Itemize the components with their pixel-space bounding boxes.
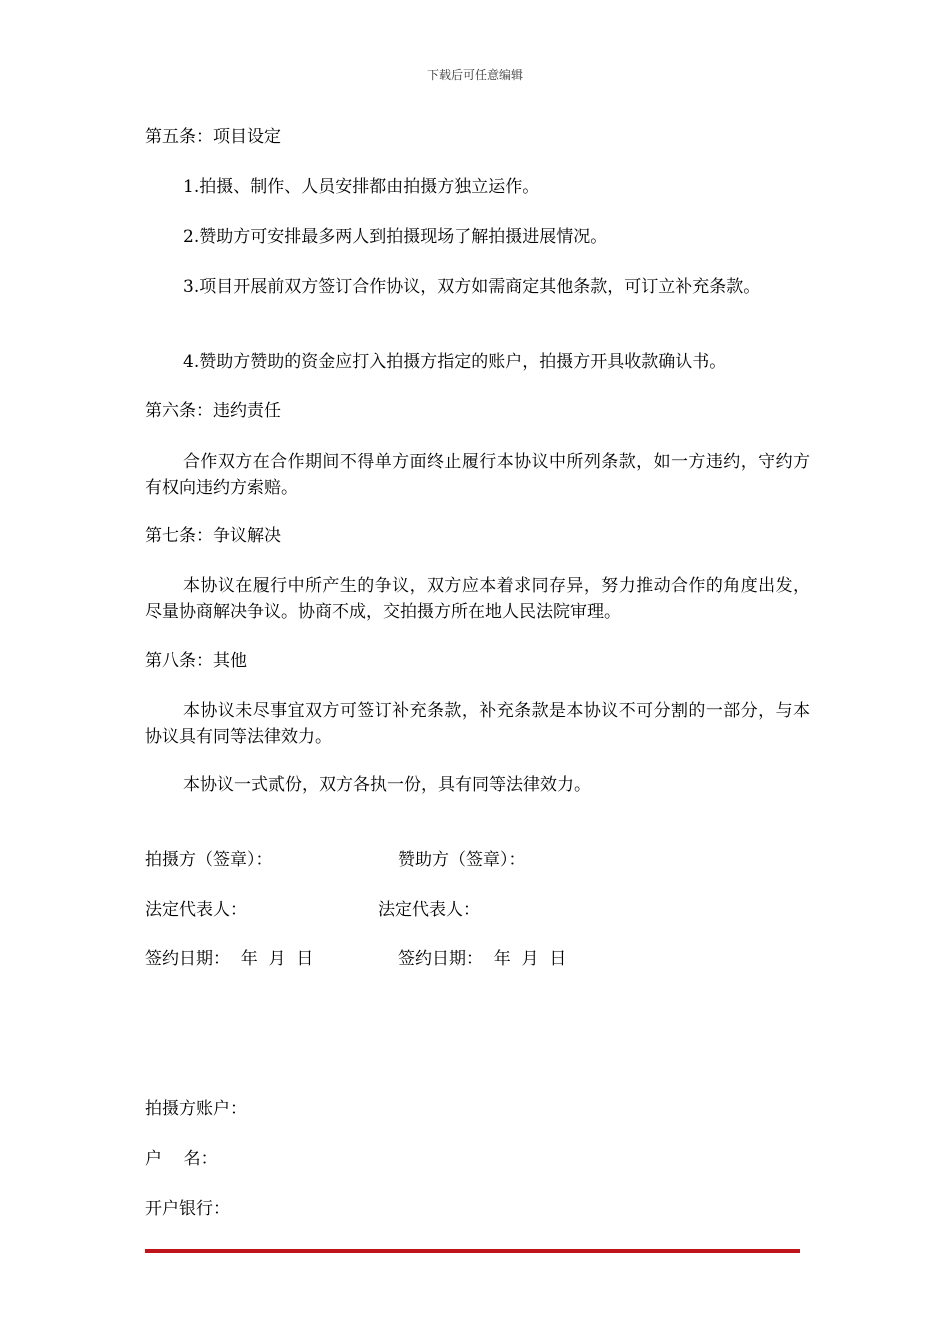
section-7-title: 第七条：争议解决	[145, 526, 281, 546]
account-bank-label: 开户银行：	[145, 1199, 230, 1219]
section-5-title: 第五条：项目设定	[145, 127, 281, 147]
section-6-title: 第六条：违约责任	[145, 401, 281, 421]
section-5-item-1: 1.拍摄、制作、人员安排都由拍摄方独立运作。	[183, 177, 540, 197]
section-8-body-1: 本协议未尽事宜双方可签订补充条款，补充条款是本协议不可分割的一部分，与本协议具有同等法律效力。	[145, 701, 810, 747]
signature-party-a: 拍摄方（签章）：	[145, 850, 273, 870]
section-5-item-4: 4.赞助方赞助的资金应打入拍摄方指定的账户，拍摄方开具收款确认书。	[183, 352, 727, 372]
footer-divider	[145, 1249, 800, 1253]
sign-date-b: 签约日期： 年 月 日	[398, 949, 567, 969]
page-header: 下载后可任意编辑	[426, 68, 523, 82]
section-5-item-2: 2.赞助方可安排最多两人到拍摄现场了解拍摄进展情况。	[183, 227, 608, 247]
section-7-body: 本协议在履行中所产生的争议，双方应本着求同存异，努力推动合作的角度出发，尽量协商解决争议。协商不成，交拍摄方所在地人民法院审理。	[145, 576, 810, 622]
signature-party-b: 赞助方（签章）：	[398, 850, 526, 870]
representative-b: 法定代表人：	[378, 900, 480, 920]
account-title: 拍摄方账户：	[145, 1099, 247, 1119]
section-8-title: 第八条：其他	[145, 651, 247, 671]
section-5-item-3: 3.项目开展前双方签订合作协议，双方如需商定其他条款，可订立补充条款。	[183, 277, 761, 297]
section-6-body: 合作双方在合作期间不得单方面终止履行本协议中所列条款，如一方违约，守约方有权向违约方索赔。	[145, 452, 810, 498]
section-8-body-2: 本协议一式贰份，双方各执一份，具有同等法律效力。	[183, 775, 591, 795]
sign-date-a: 签约日期： 年 月 日	[145, 949, 314, 969]
account-name-label: 户 名：	[145, 1149, 218, 1169]
representative-a: 法定代表人：	[145, 900, 247, 920]
